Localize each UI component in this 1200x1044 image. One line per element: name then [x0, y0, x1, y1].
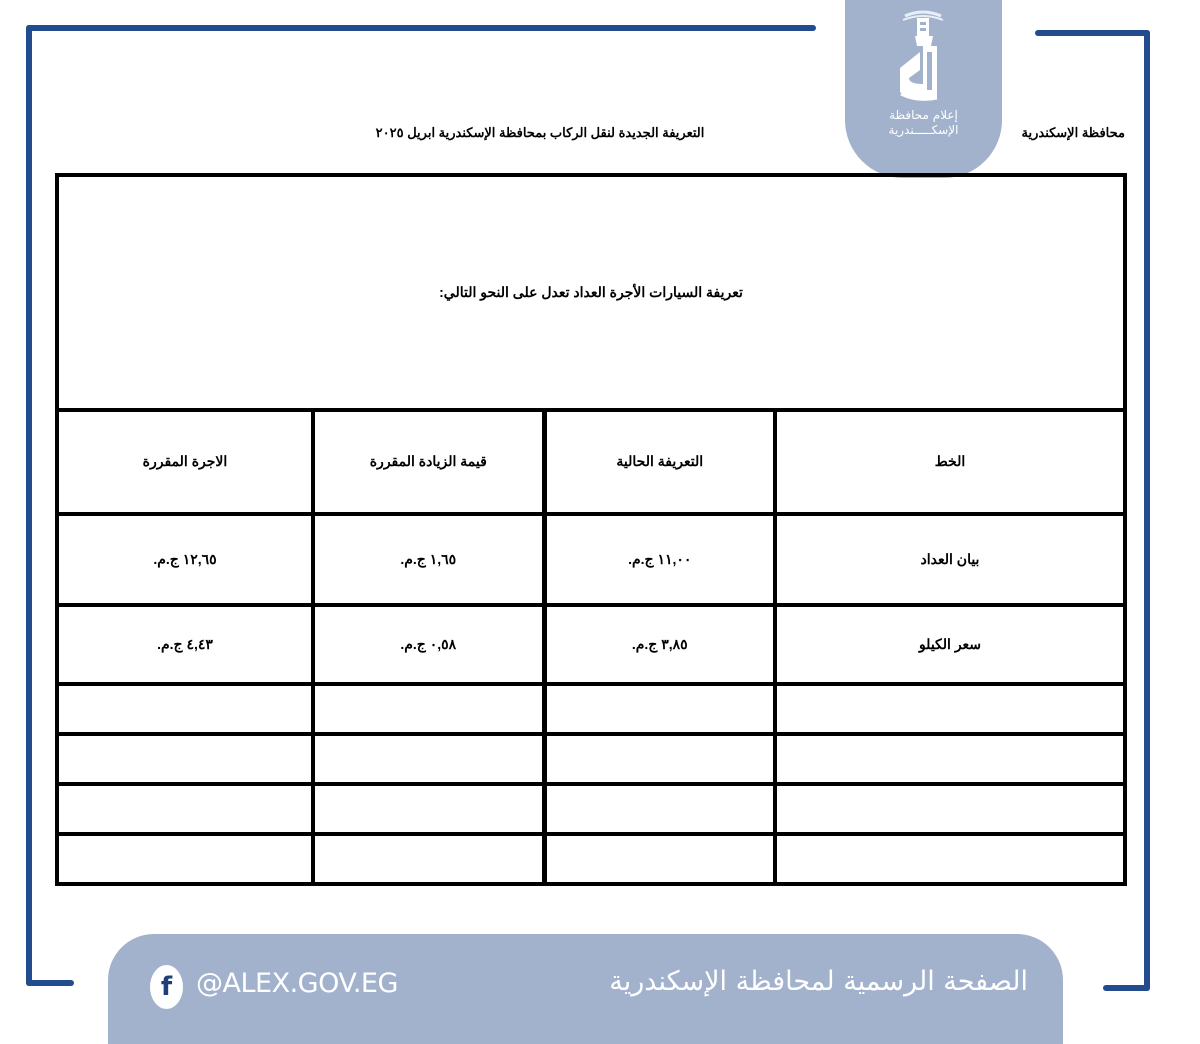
facebook-icon[interactable]: f — [150, 965, 183, 1009]
lighthouse-logo-icon — [845, 0, 1002, 110]
cell-increase: ٠,٥٨ ج.م. — [313, 605, 544, 684]
column-header-increase: قيمة الزيادة المقررة — [313, 410, 544, 514]
cell-line: بيان العداد — [775, 514, 1125, 605]
empty-cell — [544, 734, 775, 784]
frame-left — [26, 25, 32, 986]
empty-cell — [544, 834, 775, 884]
empty-cell — [313, 734, 544, 784]
empty-cell — [313, 684, 544, 734]
frame-right — [1144, 30, 1150, 991]
empty-cell — [775, 684, 1125, 734]
cell-increase: ١,٦٥ ج.م. — [313, 514, 544, 605]
document-title: التعريفة الجديدة لنقل الركاب بمحافظة الإسكندرية ابريل ٢٠٢٥ — [375, 125, 705, 140]
table-row — [57, 605, 1125, 684]
table-caption: تعريفة السيارات الأجرة العداد تعدل على النحو التالي: — [57, 175, 1125, 410]
empty-cell — [775, 734, 1125, 784]
empty-cell — [313, 834, 544, 884]
column-header-current-fare: التعريفة الحالية — [544, 410, 775, 514]
frame-bottom-left — [26, 980, 74, 986]
empty-table-row — [57, 684, 1125, 734]
empty-cell — [57, 734, 313, 784]
facebook-handle-link[interactable]: @ALEX.GOV.EG — [196, 968, 398, 999]
cell-new-fare: ١٢,٦٥ ج.م. — [57, 514, 313, 605]
logo-line-2: الإسكـــــندرية — [888, 123, 959, 137]
logo-line-1: إعلام محافظة — [889, 108, 958, 122]
column-header-line: الخط — [775, 410, 1125, 514]
cell-current-fare: ٣,٨٥ ج.م. — [544, 605, 775, 684]
frame-top-right — [1035, 30, 1150, 36]
empty-table-row — [57, 784, 1125, 834]
empty-cell — [313, 784, 544, 834]
empty-cell — [775, 834, 1125, 884]
empty-table-row — [57, 734, 1125, 784]
empty-cell — [544, 684, 775, 734]
logo-tab — [845, 0, 1002, 178]
empty-cell — [57, 784, 313, 834]
fare-table — [55, 173, 1127, 886]
governorate-label: محافظة الإسكندرية — [1021, 125, 1125, 140]
empty-table-row — [57, 834, 1125, 884]
column-header-new-fare: الاجرة المقررة — [57, 410, 313, 514]
empty-cell — [544, 784, 775, 834]
frame-bottom-right — [1103, 985, 1150, 991]
official-page-label: الصفحة الرسمية لمحافظة الإسكندرية — [609, 966, 1028, 997]
cell-line: سعر الكيلو — [775, 605, 1125, 684]
cell-new-fare: ٤,٤٣ ج.م. — [57, 605, 313, 684]
cell-current-fare: ١١,٠٠ ج.م. — [544, 514, 775, 605]
table-row — [57, 514, 1125, 605]
frame-top-left — [26, 25, 816, 31]
empty-cell — [57, 834, 313, 884]
empty-cell — [775, 784, 1125, 834]
empty-cell — [57, 684, 313, 734]
table-header-row — [57, 410, 1125, 514]
